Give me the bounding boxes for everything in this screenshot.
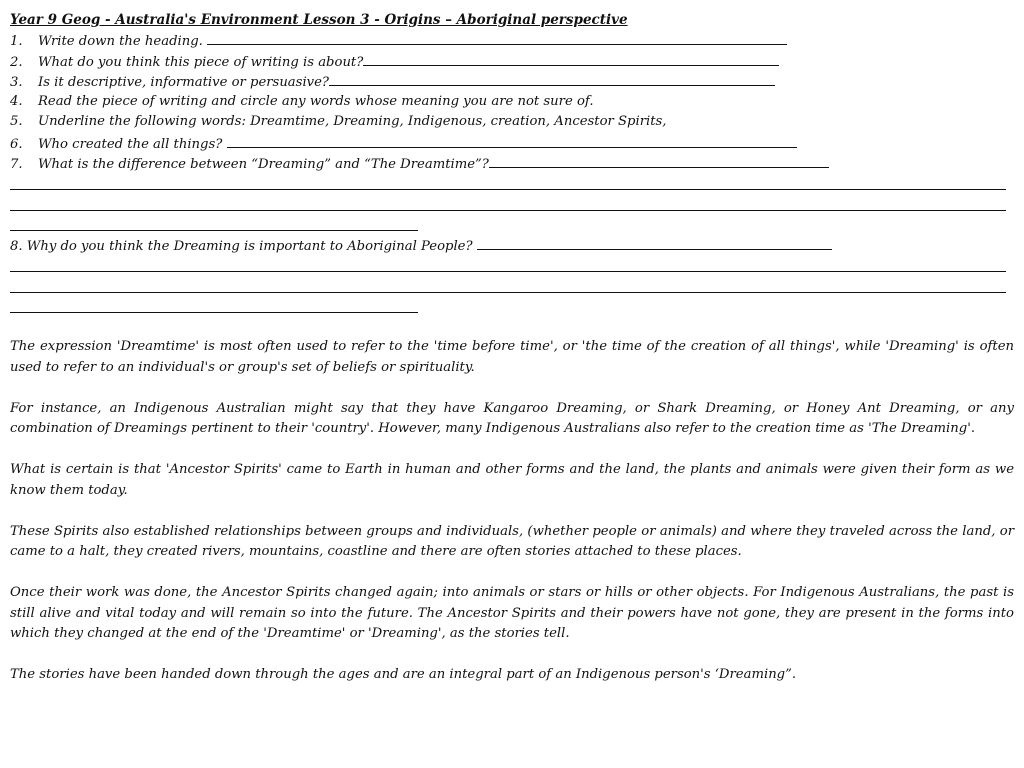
answer-line[interactable] — [10, 297, 1014, 318]
question-text: 8. Why do you think the Dreaming is important to Aboriginal People? — [10, 239, 477, 254]
question-number: 1. — [10, 34, 23, 49]
passage-paragraph: Once their work was done, the Ancestor Spirits changed again; into animals or stars or hills or other objects. For Indigenous Australians, the past is still alive and vital today and will remain so into the future. The Ancestor Spirits and their powers have not gone, they are present in the forms into which they changed at the end of the 'Dreamtime' or 'Dreaming', as the stories tell. — [10, 585, 1014, 641]
answer-line[interactable] — [10, 256, 1014, 277]
question-text: What is the difference between “Dreaming” and “The Dreamtime”? — [38, 157, 489, 172]
answer-line[interactable] — [10, 174, 1014, 195]
question-number: 6. — [10, 136, 23, 152]
worksheet-title: Year 9 Geog - Australia's Environment Lesson 3 - Origins – Aboriginal perspective — [10, 12, 628, 28]
worksheet — [10, 10, 1014, 706]
question-7 — [10, 153, 1014, 174]
answer-line[interactable] — [227, 133, 797, 148]
answer-line[interactable] — [489, 153, 829, 168]
question-5 — [10, 112, 1014, 133]
question-2 — [10, 51, 1014, 72]
passage-paragraph: For instance, an Indigenous Australian might say that they have Kangaroo Dreaming, or Shark Dreaming, or Honey Ant Dreaming, or any combination of Dreamings pertinent to their 'country'. However, many Indigenous Australians also refer to the creation time as 'The Dreaming'. — [10, 400, 1014, 436]
passage-paragraph: The stories have been handed down through the ages and are an integral part of an Indigenous person's ‘Dreaming”. — [10, 667, 797, 682]
question-number: 7. — [10, 157, 23, 172]
answer-line[interactable] — [207, 30, 787, 45]
answer-line[interactable] — [363, 51, 779, 66]
question-6 — [10, 133, 1014, 154]
question-text: Is it descriptive, informative or persuasive? — [38, 75, 329, 90]
question-text: Underline the following words: Dreamtime, Dreaming, Indigenous, creation, Ancestor Spirits, — [38, 114, 667, 129]
answer-line[interactable] — [477, 235, 832, 250]
question-number: 2. — [10, 54, 23, 70]
question-number: 5. — [10, 114, 23, 129]
question-text: Who created the all things? — [38, 136, 227, 152]
question-text: What do you think this piece of writing is about? — [38, 54, 364, 70]
question-text: Read the piece of writing and circle any words whose meaning you are not sure of. — [38, 93, 594, 109]
question-number: 3. — [10, 75, 23, 90]
answer-line[interactable] — [10, 215, 1014, 236]
passage-paragraph: The expression 'Dreamtime' is most often used to refer to the 'time before time', or 'the time of the creation of all things', while 'Dreaming' is often used to refer to an individual's or group's set of beliefs or spirituality. — [10, 339, 1014, 375]
passage-paragraph: What is certain is that 'Ancestor Spirits' came to Earth in human and other forms and the land, the plants and animals were given their form as we know them today. — [10, 462, 1014, 498]
question-3 — [10, 71, 1014, 92]
question-text: Write down the heading. — [38, 34, 208, 49]
answer-line[interactable] — [329, 71, 775, 86]
answer-line[interactable] — [10, 194, 1014, 215]
reading-passage — [10, 337, 1014, 686]
passage-paragraph: These Spirits also established relationships between groups and individuals, (whether people or animals) and where they traveled across the land, or came to a halt, they created rivers, mountains, coastline and there are often stories attached to these places. — [10, 523, 1014, 559]
answer-line[interactable] — [10, 276, 1014, 297]
question-8 — [10, 235, 1014, 256]
question-1 — [10, 30, 1014, 51]
question-number: 4. — [10, 93, 23, 109]
question-4 — [10, 92, 1014, 113]
